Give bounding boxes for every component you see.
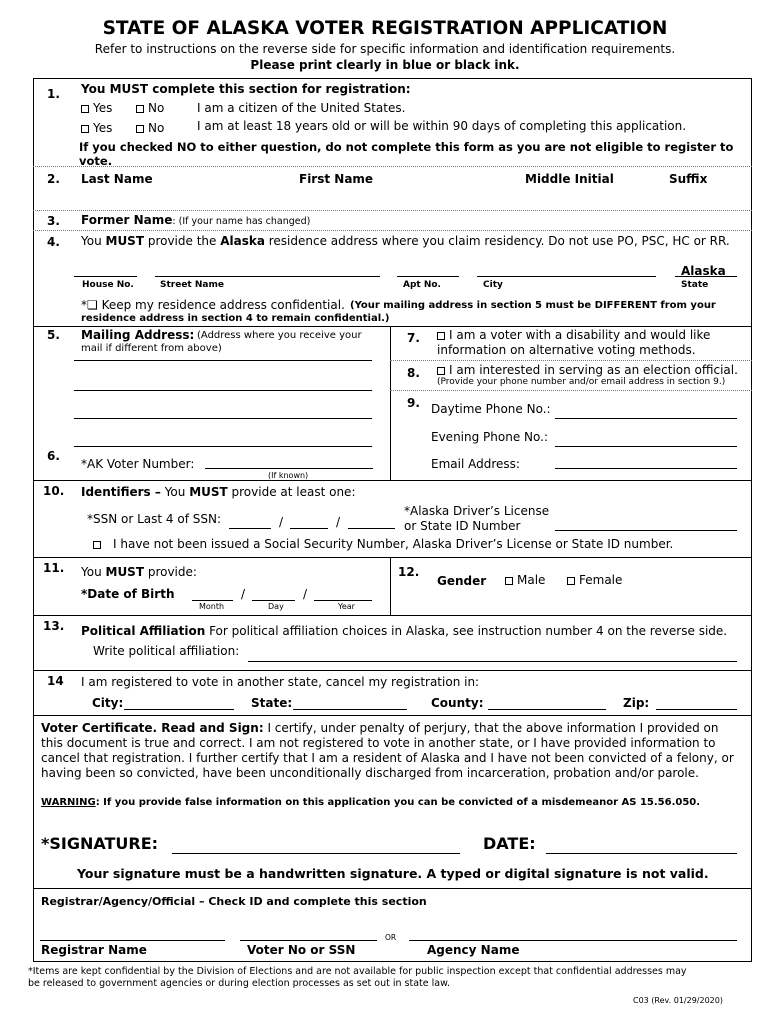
disability-text-cont: information on alternative voting methods. <box>437 343 696 357</box>
identifiers-heading: Identifiers – You MUST provide at least one: <box>81 485 356 499</box>
house-no-label: House No. <box>82 280 134 290</box>
drivers-license-label: *Alaska Driver’s License <box>404 504 550 518</box>
divider <box>33 166 752 167</box>
form-id: C03 (Rev. 01/29/2020) <box>633 996 723 1005</box>
divider <box>33 480 752 481</box>
cancel-county-field[interactable] <box>488 709 606 710</box>
dob-day-field[interactable] <box>252 600 295 601</box>
residence-instruction: You MUST provide the Alaska residence address where you claim residency. Do not use PO, PSC, HC or RR. <box>81 234 730 248</box>
dob-separator: / <box>241 587 246 601</box>
date-of-birth-label: *Date of Birth <box>81 587 175 601</box>
checkbox-icon <box>437 367 445 375</box>
section-number: 2. <box>47 172 60 186</box>
mailing-address-line-4[interactable] <box>74 446 372 447</box>
election-official-checkbox[interactable]: I am interested in serving as an election official. <box>437 363 738 377</box>
certificate-line-3: cancel that registration. I further certify that I am a resident of Alaska and I have not been convicted of a felony, or <box>41 751 734 765</box>
divider <box>33 888 752 889</box>
voter-no-field[interactable] <box>240 940 377 941</box>
certificate-line-1: Voter Certificate. Read and Sign: I certify, under penalty of perjury, that the above information I provided on <box>41 721 719 735</box>
citizen-no[interactable]: No <box>136 101 164 115</box>
dob-month-label: Month <box>199 602 225 611</box>
section-number: 4. <box>47 235 60 249</box>
section-number: 13. <box>43 619 65 633</box>
age-yes[interactable]: Yes <box>81 121 112 135</box>
section-number: 12. <box>398 565 420 579</box>
middle-initial-label: Middle Initial <box>525 172 614 186</box>
eligibility-note-cont: vote. <box>79 154 113 168</box>
signature-label: *SIGNATURE: <box>41 834 159 853</box>
ak-voter-number-field[interactable] <box>205 468 373 469</box>
checkbox-icon <box>567 577 575 585</box>
column-divider <box>390 557 391 615</box>
apt-no-field[interactable] <box>397 276 459 277</box>
or-label: OR <box>385 933 397 942</box>
cancel-registration-text: I am registered to vote in another state, cancel my registration in: <box>81 675 480 689</box>
email-field[interactable] <box>555 468 737 469</box>
ink-instruction: Please print clearly in blue or black ink. <box>250 58 520 72</box>
signature-note: Your signature must be a handwritten signature. A typed or digital signature is not valid. <box>77 866 709 881</box>
house-no-field[interactable] <box>74 276 137 277</box>
section-number: 5. <box>47 328 60 342</box>
apt-no-label: Apt No. <box>403 280 441 290</box>
age-question: I am at least 18 years old or will be within 90 days of completing this application. <box>197 119 687 133</box>
daytime-phone-label: Daytime Phone No.: <box>431 402 551 416</box>
mailing-hint: (Address where you receive your <box>197 330 362 341</box>
ssn-field-2[interactable] <box>290 528 328 529</box>
mailing-address-line-2[interactable] <box>74 390 372 391</box>
dob-year-field[interactable] <box>314 600 372 601</box>
divider <box>33 557 752 558</box>
dob-separator: / <box>303 587 308 601</box>
cancel-state-label: State: <box>251 696 293 710</box>
political-affiliation-text: Political Affiliation For political affiliation choices in Alaska, see instruction number 4 on the reverse side. <box>81 624 728 638</box>
registrar-heading: Registrar/Agency/Official – Check ID and complete this section <box>41 895 427 908</box>
section-number: 10. <box>43 484 65 498</box>
section-number: 14 <box>47 674 64 688</box>
checkbox-icon <box>437 332 445 340</box>
registrar-name-label: Registrar Name <box>41 943 147 957</box>
cancel-zip-field[interactable] <box>656 709 737 710</box>
section-number: 11. <box>43 561 65 575</box>
political-affiliation-field[interactable] <box>248 661 737 662</box>
divider <box>390 390 752 391</box>
ssn-separator: / <box>336 515 341 529</box>
confidential-note-cont: residence address in section 4 to remain confidential.) <box>81 313 390 324</box>
footer-note-cont: be released to government agencies or during election processes as set out in state law. <box>28 978 451 989</box>
agency-name-field[interactable] <box>409 940 737 941</box>
gender-male-checkbox[interactable]: Male <box>505 573 545 587</box>
street-name-label: Street Name <box>160 280 224 290</box>
ssn-label: *SSN or Last 4 of SSN: <box>87 512 222 526</box>
disability-checkbox[interactable]: I am a voter with a disability and would like <box>437 328 710 342</box>
write-affiliation-label: Write political affiliation: <box>93 644 240 658</box>
ak-voter-number-label: *AK Voter Number: <box>81 457 195 471</box>
checkbox-icon <box>81 105 89 113</box>
drivers-license-label-cont: or State ID Number <box>404 519 521 533</box>
city-field[interactable] <box>477 276 656 277</box>
mailing-address-label: Mailing Address: <box>81 328 195 342</box>
divider <box>33 326 752 327</box>
eligibility-note: If you checked NO to either question, do not complete this form as you are not eligible to register to <box>79 140 734 154</box>
column-divider <box>390 326 391 480</box>
certificate-line-2: this document is true and correct. I am not registered to vote in another state, or I have provided information to <box>41 736 716 750</box>
state-value: Alaska <box>681 264 726 278</box>
dob-must-provide: You MUST provide: <box>81 565 197 579</box>
mailing-address-line-3[interactable] <box>74 418 372 419</box>
date-field[interactable] <box>546 853 737 854</box>
divider <box>390 360 752 361</box>
divider <box>33 615 752 616</box>
gender-female-checkbox[interactable]: Female <box>567 573 622 587</box>
gender-label: Gender <box>437 574 487 588</box>
checkbox-icon <box>505 577 513 585</box>
daytime-phone-field[interactable] <box>555 418 737 419</box>
dob-day-label: Day <box>268 602 284 611</box>
form-title: STATE OF ALASKA VOTER REGISTRATION APPLICATION <box>102 18 668 39</box>
form-subtitle: Refer to instructions on the reverse side for specific information and identification requirements. <box>94 42 676 56</box>
evening-phone-label: Evening Phone No.: <box>431 430 548 444</box>
form-border-bottom <box>33 961 752 962</box>
checkbox-icon <box>136 105 144 113</box>
confidential-note: (Your mailing address in section 5 must be DIFFERENT from your <box>350 300 716 311</box>
mailing-hint-cont: mail if different from above) <box>81 343 222 354</box>
warning-text: WARNING: If you provide false information on this application you can be convicted of a misdemeanor AS 15.56.050. <box>41 797 701 808</box>
dob-year-label: Year <box>338 602 355 611</box>
section-number: 1. <box>47 87 60 101</box>
ak-voter-number-hint: (If known) <box>268 471 309 480</box>
former-name-field[interactable]: Former Name: (If your name has changed) <box>81 213 311 227</box>
agency-name-label: Agency Name <box>427 943 520 957</box>
divider <box>33 210 752 211</box>
checkbox-icon <box>81 125 89 133</box>
ssn-field-3[interactable] <box>348 528 395 529</box>
section1-heading: You MUST complete this section for registration: <box>81 82 411 96</box>
citizen-yes[interactable]: Yes <box>81 101 112 115</box>
divider <box>33 670 752 671</box>
certificate-line-4: having been so convicted, have been unconditionally discharged from incarceration, probation and/or parole. <box>41 766 699 780</box>
no-id-checkbox[interactable]: I have not been issued a Social Security Number, Alaska Driver’s License or State ID number. <box>93 537 673 551</box>
section-number: 8. <box>407 366 420 380</box>
form-border-top <box>33 78 752 79</box>
age-no[interactable]: No <box>136 121 164 135</box>
cancel-zip-label: Zip: <box>623 696 650 710</box>
evening-phone-field[interactable] <box>555 446 737 447</box>
suffix-label: Suffix <box>669 172 708 186</box>
state-label: State <box>681 280 709 290</box>
divider <box>33 230 752 231</box>
date-label: DATE: <box>483 834 536 853</box>
cancel-county-label: County: <box>431 696 484 710</box>
checkbox-icon <box>93 541 101 549</box>
mailing-address-line-1[interactable] <box>74 360 372 361</box>
section-number: 6. <box>47 449 60 463</box>
drivers-license-field[interactable] <box>555 530 737 531</box>
checkbox-icon <box>136 125 144 133</box>
voter-no-label: Voter No or SSN <box>247 943 356 957</box>
section-number: 9. <box>407 396 420 410</box>
citizen-question: I am a citizen of the United States. <box>197 101 406 115</box>
footer-note: *Items are kept confidential by the Division of Elections and are not available for public inspection except that confidential addresses may <box>28 966 687 977</box>
confidential-checkbox[interactable]: *❏ Keep my residence address confidential. <box>81 298 345 312</box>
ssn-field-1[interactable] <box>229 528 271 529</box>
registrar-name-field[interactable] <box>40 940 225 941</box>
election-official-hint: (Provide your phone number and/or email address in section 9.) <box>437 377 726 387</box>
email-label: Email Address: <box>431 457 520 471</box>
last-name-label: Last Name <box>81 172 153 186</box>
dob-month-field[interactable] <box>192 600 233 601</box>
section-number: 3. <box>47 214 60 228</box>
divider <box>33 715 752 716</box>
signature-field[interactable] <box>172 853 460 854</box>
ssn-separator: / <box>279 515 284 529</box>
cancel-state-field[interactable] <box>293 709 407 710</box>
city-label: City <box>483 280 503 290</box>
section-number: 7. <box>407 331 420 345</box>
first-name-label: First Name <box>299 172 374 186</box>
cancel-city-field[interactable] <box>124 709 234 710</box>
street-name-field[interactable] <box>155 276 380 277</box>
cancel-city-label: City: <box>92 696 124 710</box>
